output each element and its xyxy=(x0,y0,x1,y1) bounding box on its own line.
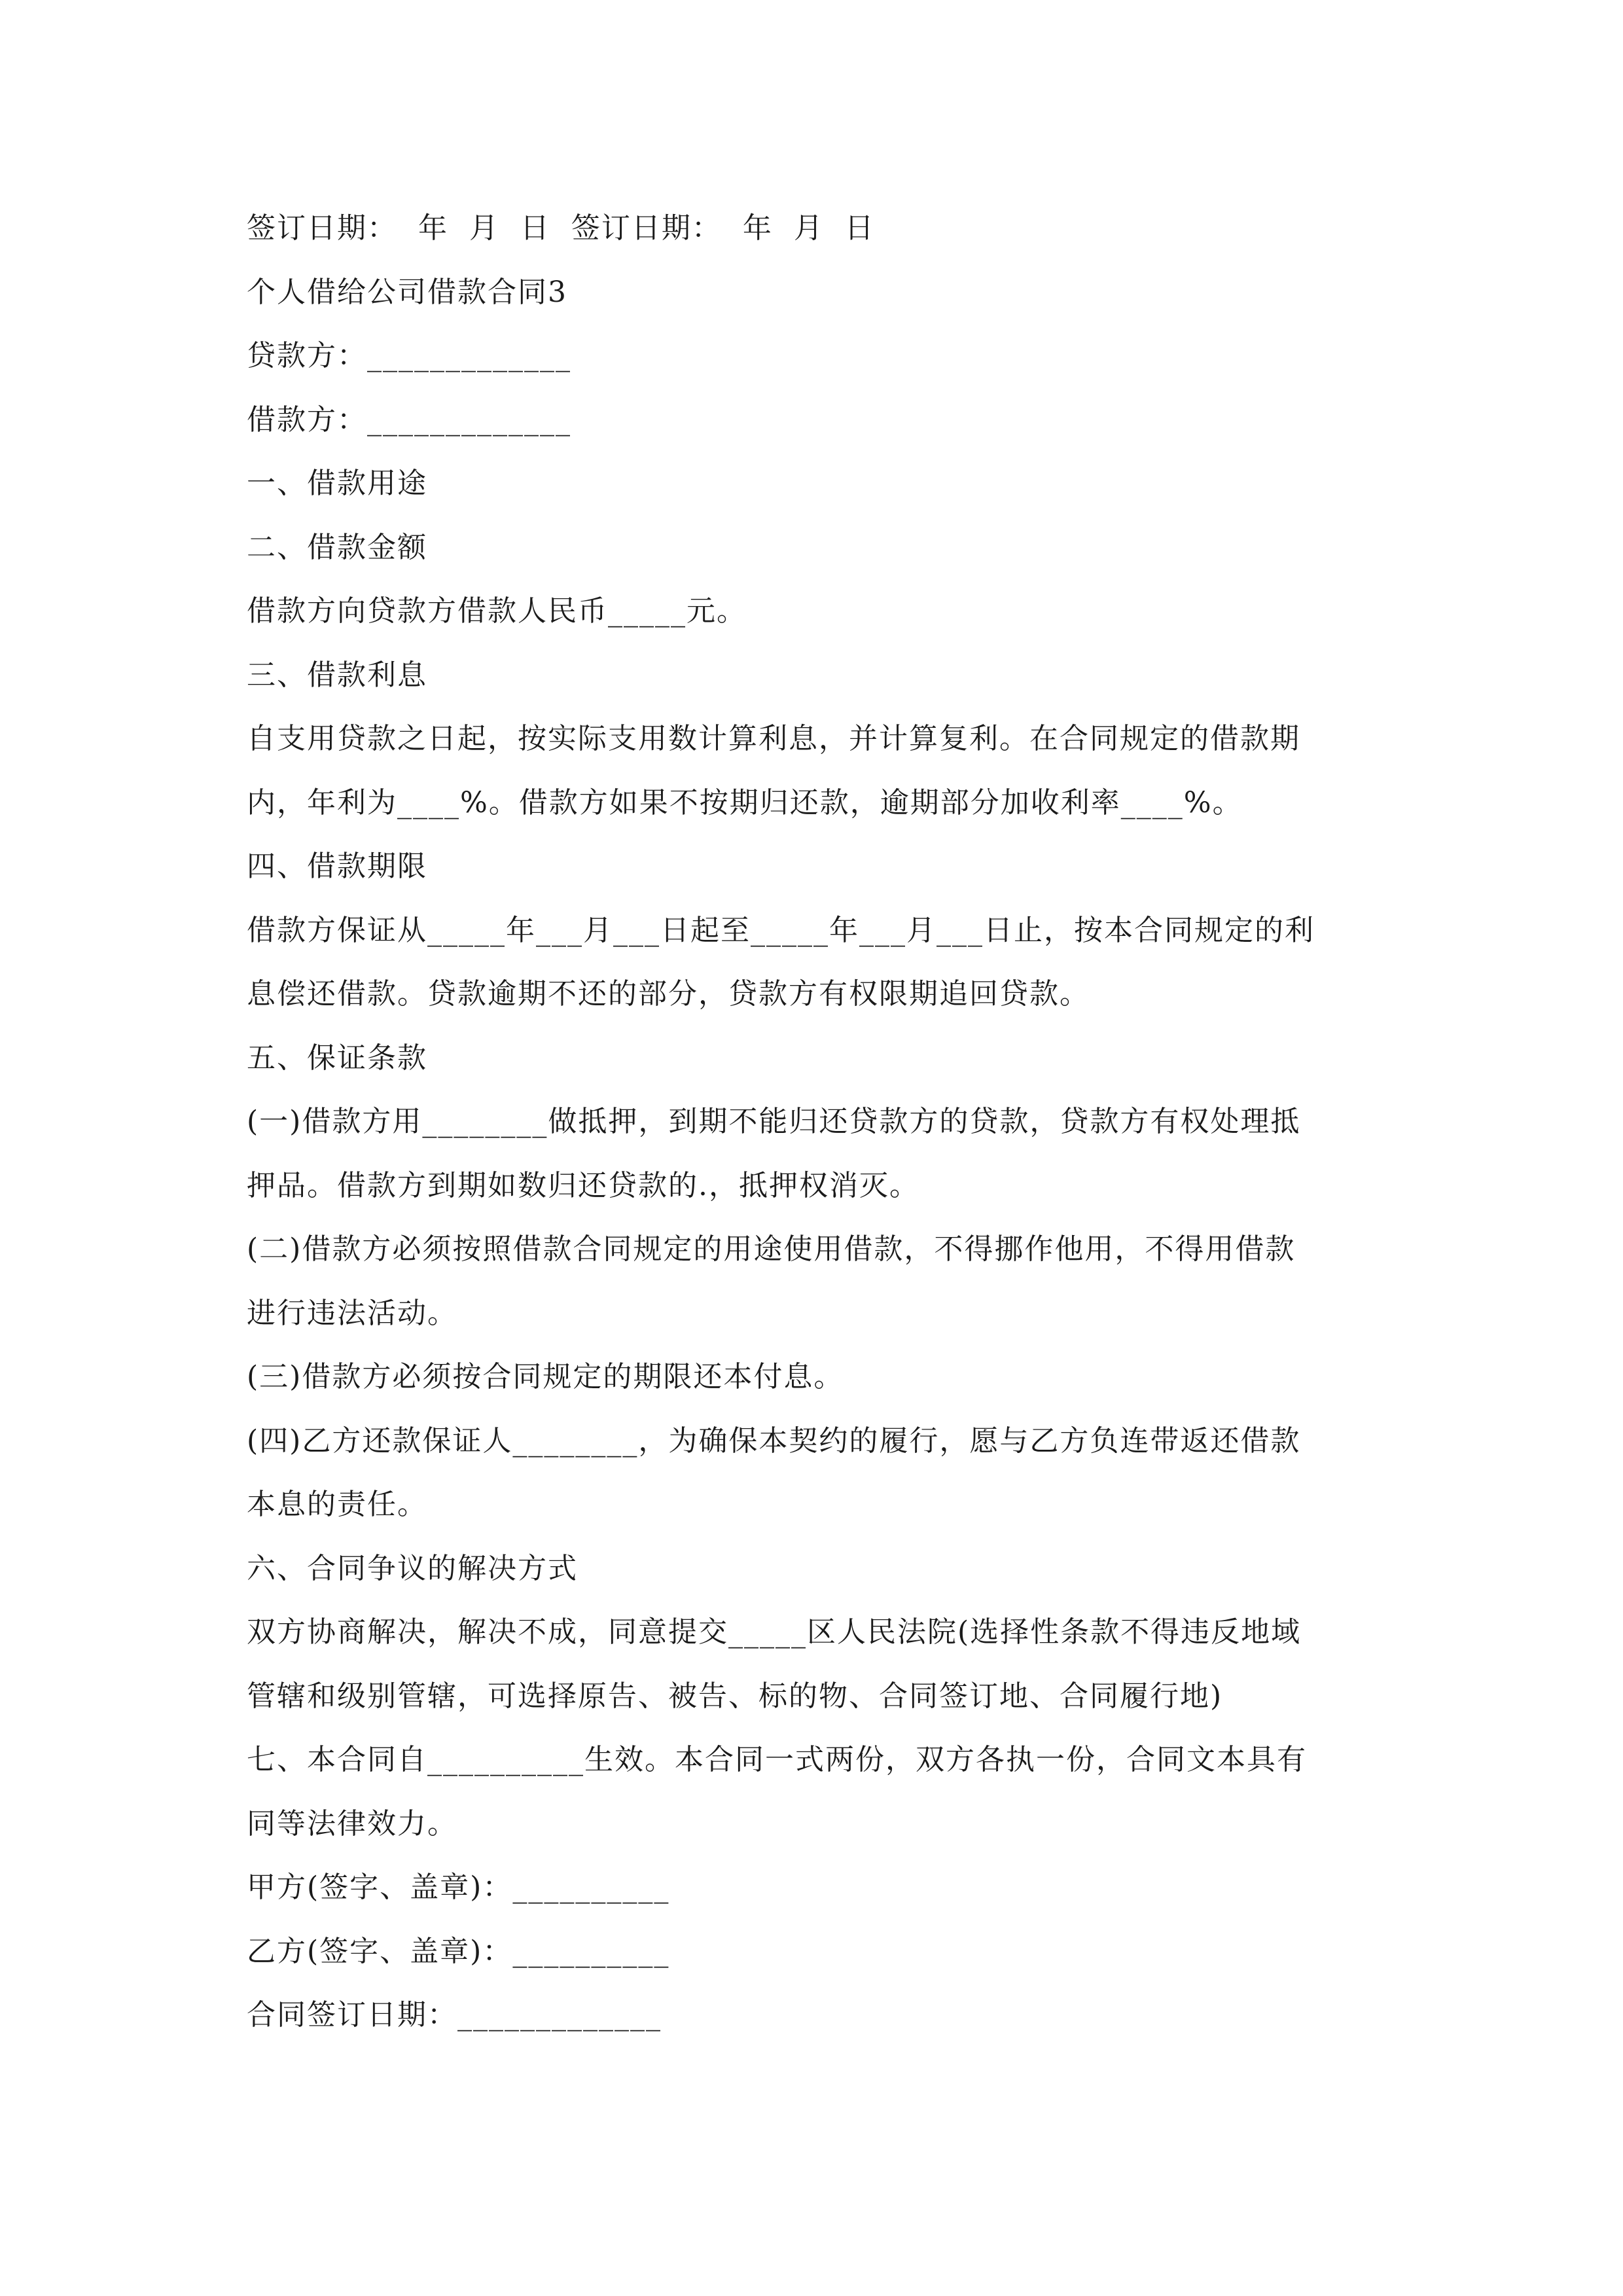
contract-text xyxy=(247,196,1385,2047)
party-a-signature-line: 甲方(签字、盖章)：__________ xyxy=(247,1871,670,1904)
paragraph-line: 进行违法活动。 xyxy=(247,1296,457,1330)
contract-title: 个人借给公司借款合同3 xyxy=(247,275,567,309)
paragraph-line: 借款方向贷款方借款人民币_____元。 xyxy=(247,594,747,628)
paragraph-line: (二)借款方必须按照借款合同规定的用途使用借款，不得挪作他用，不得用借款 xyxy=(247,1232,1296,1266)
section-heading: 五、保证条款 xyxy=(247,1041,427,1075)
section-heading: 三、借款利息 xyxy=(247,658,427,692)
paragraph-line: 本息的责任。 xyxy=(247,1488,427,1521)
section-heading: 六、合同争议的解决方式 xyxy=(247,1551,578,1585)
paragraph-line: 内，年利为____%。借款方如果不按期归还款，逾期部分加收利率____%。 xyxy=(247,785,1243,819)
paragraph-line: 自支用贷款之日起，按实际支用数计算利息，并计算复利。在合同规定的借款期 xyxy=(247,722,1300,755)
paragraph-line: 双方协商解决，解决不成，同意提交_____区人民法院(选择性条款不得违反地域 xyxy=(247,1615,1302,1649)
section-heading: 四、借款期限 xyxy=(247,850,427,883)
paragraph-line: (四)乙方还款保证人________，为确保本契约的履行，愿与乙方负连带返还借款 xyxy=(247,1424,1301,1458)
section-heading: 一、借款用途 xyxy=(247,467,427,500)
paragraph-line: 押品。借款方到期如数归还贷款的.，抵押权消灭。 xyxy=(247,1168,919,1202)
paragraph-line: 管辖和级别管辖，可选择原告、被告、标的物、合同签订地、合同履行地) xyxy=(247,1679,1223,1713)
paragraph-line: (一)借款方用________做抵押，到期不能归还贷款方的贷款，贷款方有权处理抵 xyxy=(247,1105,1301,1138)
section-heading: 二、借款金额 xyxy=(247,530,427,564)
paragraph-line: 七、本合同自__________生效。本合同一式两份，双方各执一份，合同文本具有 xyxy=(247,1743,1307,1776)
lender-line: 贷款方：_____________ xyxy=(247,339,571,372)
contract-signing-date-line: 合同签订日期：_____________ xyxy=(247,1998,662,2032)
paragraph-line: 同等法律效力。 xyxy=(247,1806,457,1840)
paragraph-line: 借款方保证从_____年___月___日起至_____年___月___日止，按本合同规定的利 xyxy=(247,913,1315,947)
borrower-line: 借款方：_____________ xyxy=(247,403,571,437)
signing-date-line: 签订日期： 年 月 日 签订日期： 年 月 日 xyxy=(247,211,875,245)
paragraph-line: (三)借款方必须按合同规定的期限还本付息。 xyxy=(247,1360,844,1393)
paragraph-line: 息偿还借款。贷款逾期不还的部分，贷款方有权限期追回贷款。 xyxy=(247,977,1090,1011)
party-b-signature-line: 乙方(签字、盖章)：__________ xyxy=(247,1934,670,1968)
